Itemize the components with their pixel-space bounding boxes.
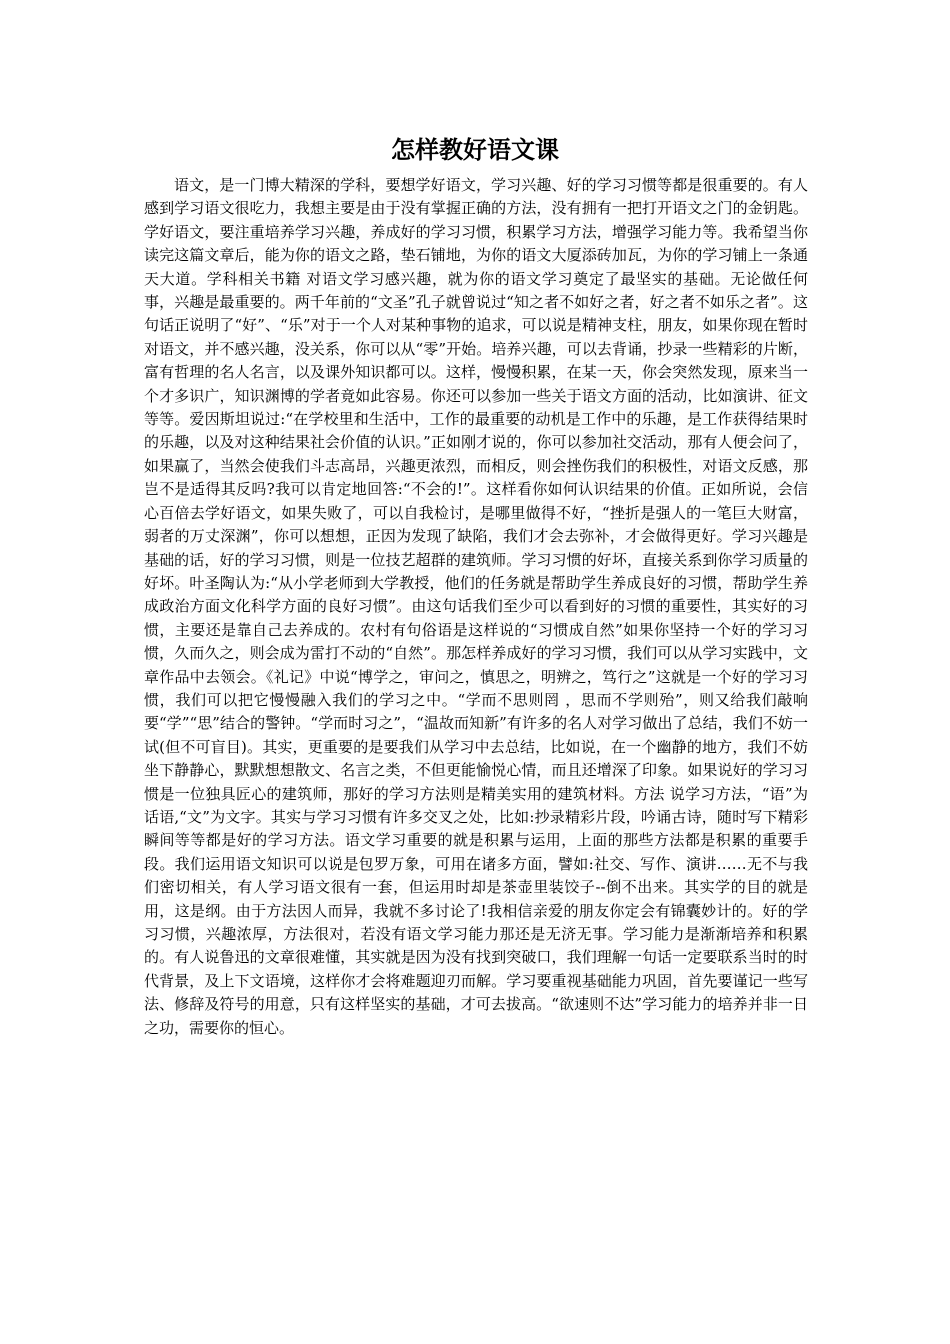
document-body-paragraph: 语文，是一门博大精深的学科，要想学好语文，学习兴趣、好的学习习惯等都是很重要的。有人感到学习语文很吃力，我想主要是由于没有掌握正确的方法，没有拥有一把打开语文之门的金钥匙。学好语文，要注重培养学习兴趣，养成好的学习习惯，积累学习方法，增强学习能力等。我希望当你读完这篇文章后，能为你的语文之路，垫石铺地，为你的语文大厦添砖加瓦，为你的学习铺上一条通天大道。学科相关书籍 对语文学习感兴趣，就为你的语文学习奠定了最坚实的基础。无论做任何事，兴趣是最重要的。两千年前的“文圣”孔子就曾说过“知之者不如好之者，好之者不如乐之者”。这句话正说明了“好”、“乐”对于一个人对某种事物的追求，可以说是精神支柱，朋友，如果你现在暂时对语文，并不感兴趣，没关系，你可以从“零”开始。培养兴趣，可以去背诵，抄录一些精彩的片断，富有哲理的名人名言，以及课外知识都可以。这样，慢慢积累，在某一天，你会突然发现，原来当一个才多识广，知识渊博的学者竟如此容易。你还可以参加一些关于语文方面的活动，比如演讲、征文等等。爱因斯坦说过:“在学校里和生活中，工作的最重要的动机是工作中的乐趣，是工作获得结果时的乐趣，以及对这种结果社会价值的认识。”正如刚才说的，你可以参加社交活动，那有人便会问了，如果赢了，当然会使我们斗志高昂，兴趣更浓烈，而相反，则会挫伤我们的积极性，对语文反感，那岂不是适得其反吗?我可以肯定地回答:“不会的!”。这样看你如何认识结果的价值。正如所说，会信心百倍去学好语文，如果失败了，可以自我检讨，是哪里做得不好，“挫折是强人的一笔巨大财富，弱者的万丈深渊”，你可以想想，正因为发现了缺陷，我们才会去弥补，才会做得更好。学习兴趣是基础的话，好的学习习惯，则是一位技艺超群的建筑师。学习习惯的好坏，直接关系到你学习质量的好坏。叶圣陶认为:“从小学老师到大学教授，他们的任务就是帮助学生养成良好的习惯，帮助学生养成政治方面文化科学方面的良好习惯”。由这句话我们至少可以看到好的习惯的重要性，其实好的习惯，主要还是靠自己去养成的。农村有句俗语是这样说的“习惯成自然”如果你坚持一个好的学习习惯，久而久之，则会成为雷打不动的“自然”。那怎样养成好的学习习惯，我们可以从学习实践中，文章作品中去领会。《礼记》中说“博学之，审问之，慎思之，明辨之，笃行之”这就是一个好的学习习惯，我们可以把它慢慢融入我们的学习之中。“学而不思则罔 ，思而不学则殆”，则又给我们敲响要“学”“思”结合的警钟。“学而时习之”，“温故而知新”有许多的名人对学习做出了总结，我们不妨一试(但不可盲目)。其实，更重要的是要我们从学习中去总结，比如说，在一个幽静的地方，我们不妨坐下静静心，默默想想散文、名言之类，不但更能愉悦心情，而且还增深了印象。如果说好的学习习惯是一位独具匠心的建筑师，那好的学习方法则是精美实用的建筑材料。方法 说学习方法，“语”为话语,“文”为文字。其实与学习习惯有许多交叉之处，比如:抄录精彩片段，吟诵古诗，随时写下精彩瞬间等等都是好的学习方法。语文学习重要的就是积累与运用，上面的那些方法都是积累的重要手段。我们运用语文知识可以说是包罗万象，可用在诸多方面，譬如:社交、写作、演讲……无不与我们密切相关，有人学习语文很有一套，但运用时却是茶壶里装饺子--倒不出来。其实学的目的就是用，这是纲。由于方法因人而异，我就不多讨论了!我相信亲爱的朋友你定会有锦囊妙计的。好的学习习惯，兴趣浓厚，方法很对，若没有语文学习能力那还是无济无事。学习能力是渐渐培养和积累的。有人说鲁迅的文章很难懂，其实就是因为没有找到突破口，我们理解一句话一定要联系当时的时代背景，及上下文语境，这样你才会将难题迎刃而解。学习要重视基础能力巩固，首先要谨记一些写法、修辞及符号的用意，只有这样坚实的基础，才可去拔高。“欲速则不达”学习能力的培养并非一日之功，需要你的恒心。	[144, 176, 808, 1037]
document-title: 怎样教好语文课	[391, 135, 559, 164]
